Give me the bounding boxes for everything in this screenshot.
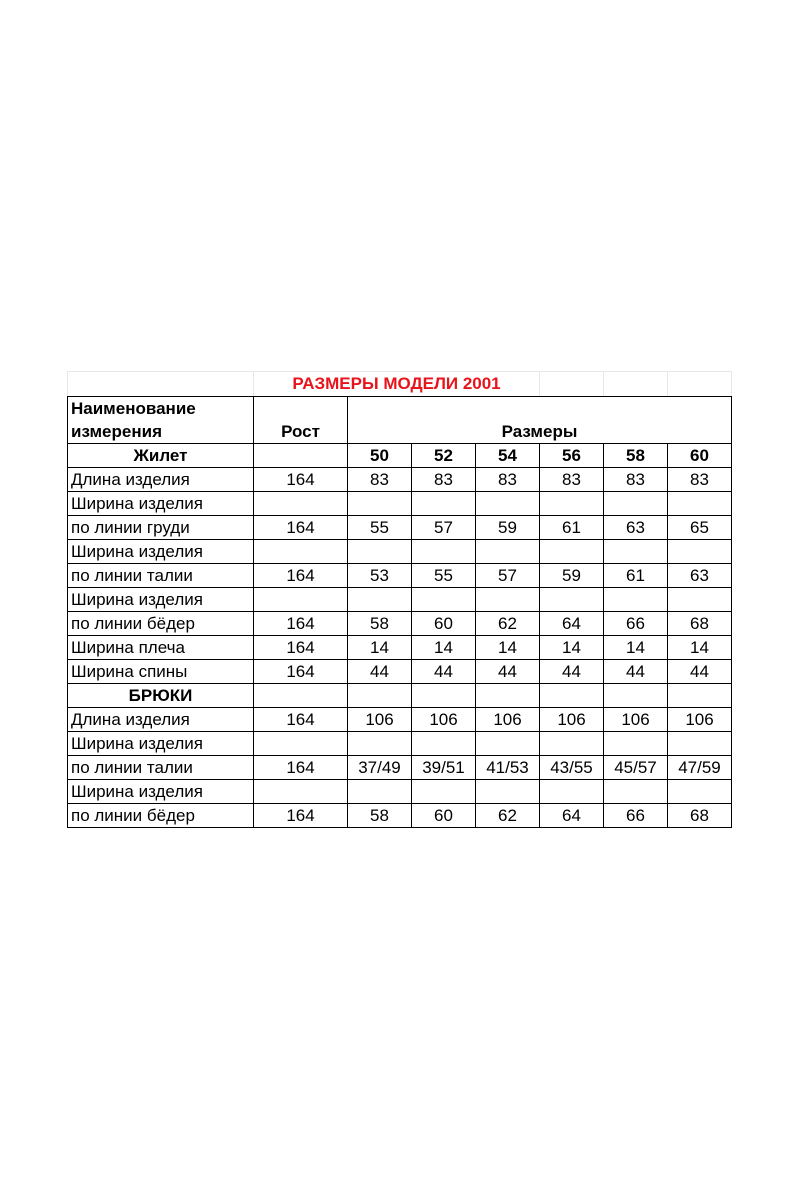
measure-value: 57 (412, 516, 476, 540)
empty-cell (540, 684, 604, 708)
empty-cell (412, 732, 476, 756)
measure-value: 14 (348, 636, 412, 660)
measure-value: 60 (412, 804, 476, 828)
measure-value: 66 (604, 612, 668, 636)
measure-value: 61 (540, 516, 604, 540)
measure-value: 83 (476, 468, 540, 492)
empty-cell (604, 732, 668, 756)
empty-cell (540, 492, 604, 516)
measure-value: 59 (476, 516, 540, 540)
empty-cell (668, 684, 732, 708)
measure-value: 60 (412, 612, 476, 636)
measure-value: 106 (668, 708, 732, 732)
size-chart-table (67, 371, 732, 828)
row-label: по линии бёдер (68, 612, 254, 636)
empty-cell (254, 492, 348, 516)
empty-cell (412, 492, 476, 516)
measure-value: 58 (348, 612, 412, 636)
header-rost: Рост (254, 397, 348, 444)
header-name-line1: Наименование (68, 397, 254, 421)
row-label: Ширина плеча (68, 636, 254, 660)
rost-value: 164 (254, 612, 348, 636)
table-row (68, 564, 732, 588)
measure-value: 57 (476, 564, 540, 588)
measure-value: 65 (668, 516, 732, 540)
empty-cell (412, 540, 476, 564)
empty-cell (412, 684, 476, 708)
rost-value: 164 (254, 564, 348, 588)
empty-cell (476, 492, 540, 516)
size-label: 52 (412, 444, 476, 468)
measure-value: 43/55 (540, 756, 604, 780)
table-row (68, 612, 732, 636)
row-label: Длина изделия (68, 468, 254, 492)
table-row (68, 516, 732, 540)
measure-value: 63 (668, 564, 732, 588)
measure-value: 64 (540, 612, 604, 636)
table-row (68, 636, 732, 660)
empty-cell (348, 732, 412, 756)
table-row (68, 780, 732, 804)
empty-cell (348, 780, 412, 804)
table-row (68, 732, 732, 756)
measure-value: 83 (604, 468, 668, 492)
rost-value: 164 (254, 468, 348, 492)
measure-value: 63 (604, 516, 668, 540)
measure-value: 83 (668, 468, 732, 492)
measure-value: 41/53 (476, 756, 540, 780)
row-label: Длина изделия (68, 708, 254, 732)
header-row-1 (68, 397, 732, 421)
empty-cell (254, 444, 348, 468)
measure-value: 14 (604, 636, 668, 660)
measure-value: 44 (668, 660, 732, 684)
empty-cell (412, 588, 476, 612)
measure-value: 68 (668, 804, 732, 828)
empty-cell (540, 780, 604, 804)
row-label: Ширина изделия (68, 540, 254, 564)
measure-value: 64 (540, 804, 604, 828)
empty-cell (254, 684, 348, 708)
empty-cell (254, 732, 348, 756)
empty-cell (476, 780, 540, 804)
title-blank-cell (68, 372, 254, 397)
empty-cell (476, 732, 540, 756)
empty-cell (348, 492, 412, 516)
section-row-pants (68, 684, 732, 708)
row-label: по линии бёдер (68, 804, 254, 828)
empty-cell (668, 492, 732, 516)
measure-value: 45/57 (604, 756, 668, 780)
measure-value: 106 (348, 708, 412, 732)
empty-cell (604, 540, 668, 564)
title-blank-cell (668, 372, 732, 397)
measure-value: 61 (604, 564, 668, 588)
table-row (68, 588, 732, 612)
measure-value: 37/49 (348, 756, 412, 780)
empty-cell (604, 492, 668, 516)
empty-cell (668, 588, 732, 612)
measure-value: 106 (604, 708, 668, 732)
empty-cell (668, 732, 732, 756)
empty-cell (604, 684, 668, 708)
measure-value: 53 (348, 564, 412, 588)
row-label: Ширина изделия (68, 492, 254, 516)
section-row-vest (68, 444, 732, 468)
measure-value: 44 (476, 660, 540, 684)
rost-value: 164 (254, 636, 348, 660)
empty-cell (604, 780, 668, 804)
measure-value: 55 (348, 516, 412, 540)
title-blank-cell (540, 372, 604, 397)
empty-cell (254, 540, 348, 564)
measure-value: 106 (540, 708, 604, 732)
measure-value: 59 (540, 564, 604, 588)
measure-value: 68 (668, 612, 732, 636)
empty-cell (540, 588, 604, 612)
empty-cell (668, 780, 732, 804)
empty-cell (254, 780, 348, 804)
measure-value: 44 (540, 660, 604, 684)
empty-cell (668, 540, 732, 564)
empty-cell (476, 540, 540, 564)
rost-value: 164 (254, 516, 348, 540)
measure-value: 47/59 (668, 756, 732, 780)
measure-value: 66 (604, 804, 668, 828)
table-row (68, 492, 732, 516)
rost-value: 164 (254, 660, 348, 684)
table-row (68, 756, 732, 780)
measure-value: 83 (412, 468, 476, 492)
row-label: по линии груди (68, 516, 254, 540)
section-label-vest: Жилет (68, 444, 254, 468)
title-blank-cell (604, 372, 668, 397)
section-label-pants: БРЮКИ (68, 684, 254, 708)
empty-cell (540, 732, 604, 756)
measure-value: 44 (348, 660, 412, 684)
measure-value: 44 (412, 660, 476, 684)
rost-value: 164 (254, 756, 348, 780)
table-row (68, 708, 732, 732)
table-row (68, 660, 732, 684)
table-row (68, 804, 732, 828)
measure-value: 55 (412, 564, 476, 588)
measure-value: 83 (540, 468, 604, 492)
measure-value: 14 (476, 636, 540, 660)
empty-cell (348, 540, 412, 564)
empty-cell (476, 588, 540, 612)
row-label: Ширина изделия (68, 780, 254, 804)
header-name-line2: измерения (68, 420, 254, 444)
empty-cell (476, 684, 540, 708)
row-label: Ширина изделия (68, 588, 254, 612)
measure-value: 62 (476, 804, 540, 828)
empty-cell (412, 780, 476, 804)
measure-value: 14 (540, 636, 604, 660)
row-label: Ширина спины (68, 660, 254, 684)
title-row (68, 372, 732, 397)
measure-value: 14 (412, 636, 476, 660)
table-row (68, 540, 732, 564)
measure-value: 39/51 (412, 756, 476, 780)
table-title: РАЗМЕРЫ МОДЕЛИ 2001 (254, 372, 540, 397)
measure-value: 58 (348, 804, 412, 828)
empty-cell (540, 540, 604, 564)
measure-value: 83 (348, 468, 412, 492)
row-label: Ширина изделия (68, 732, 254, 756)
size-label: 50 (348, 444, 412, 468)
measure-value: 62 (476, 612, 540, 636)
rost-value: 164 (254, 708, 348, 732)
row-label: по линии талии (68, 564, 254, 588)
size-label: 54 (476, 444, 540, 468)
measure-value: 44 (604, 660, 668, 684)
row-label: по линии талии (68, 756, 254, 780)
header-sizes: Размеры (348, 397, 732, 444)
empty-cell (604, 588, 668, 612)
empty-cell (254, 588, 348, 612)
empty-cell (348, 684, 412, 708)
size-label: 56 (540, 444, 604, 468)
measure-value: 106 (476, 708, 540, 732)
table-row (68, 468, 732, 492)
rost-value: 164 (254, 804, 348, 828)
size-label: 60 (668, 444, 732, 468)
measure-value: 14 (668, 636, 732, 660)
measure-value: 106 (412, 708, 476, 732)
size-label: 58 (604, 444, 668, 468)
empty-cell (348, 588, 412, 612)
